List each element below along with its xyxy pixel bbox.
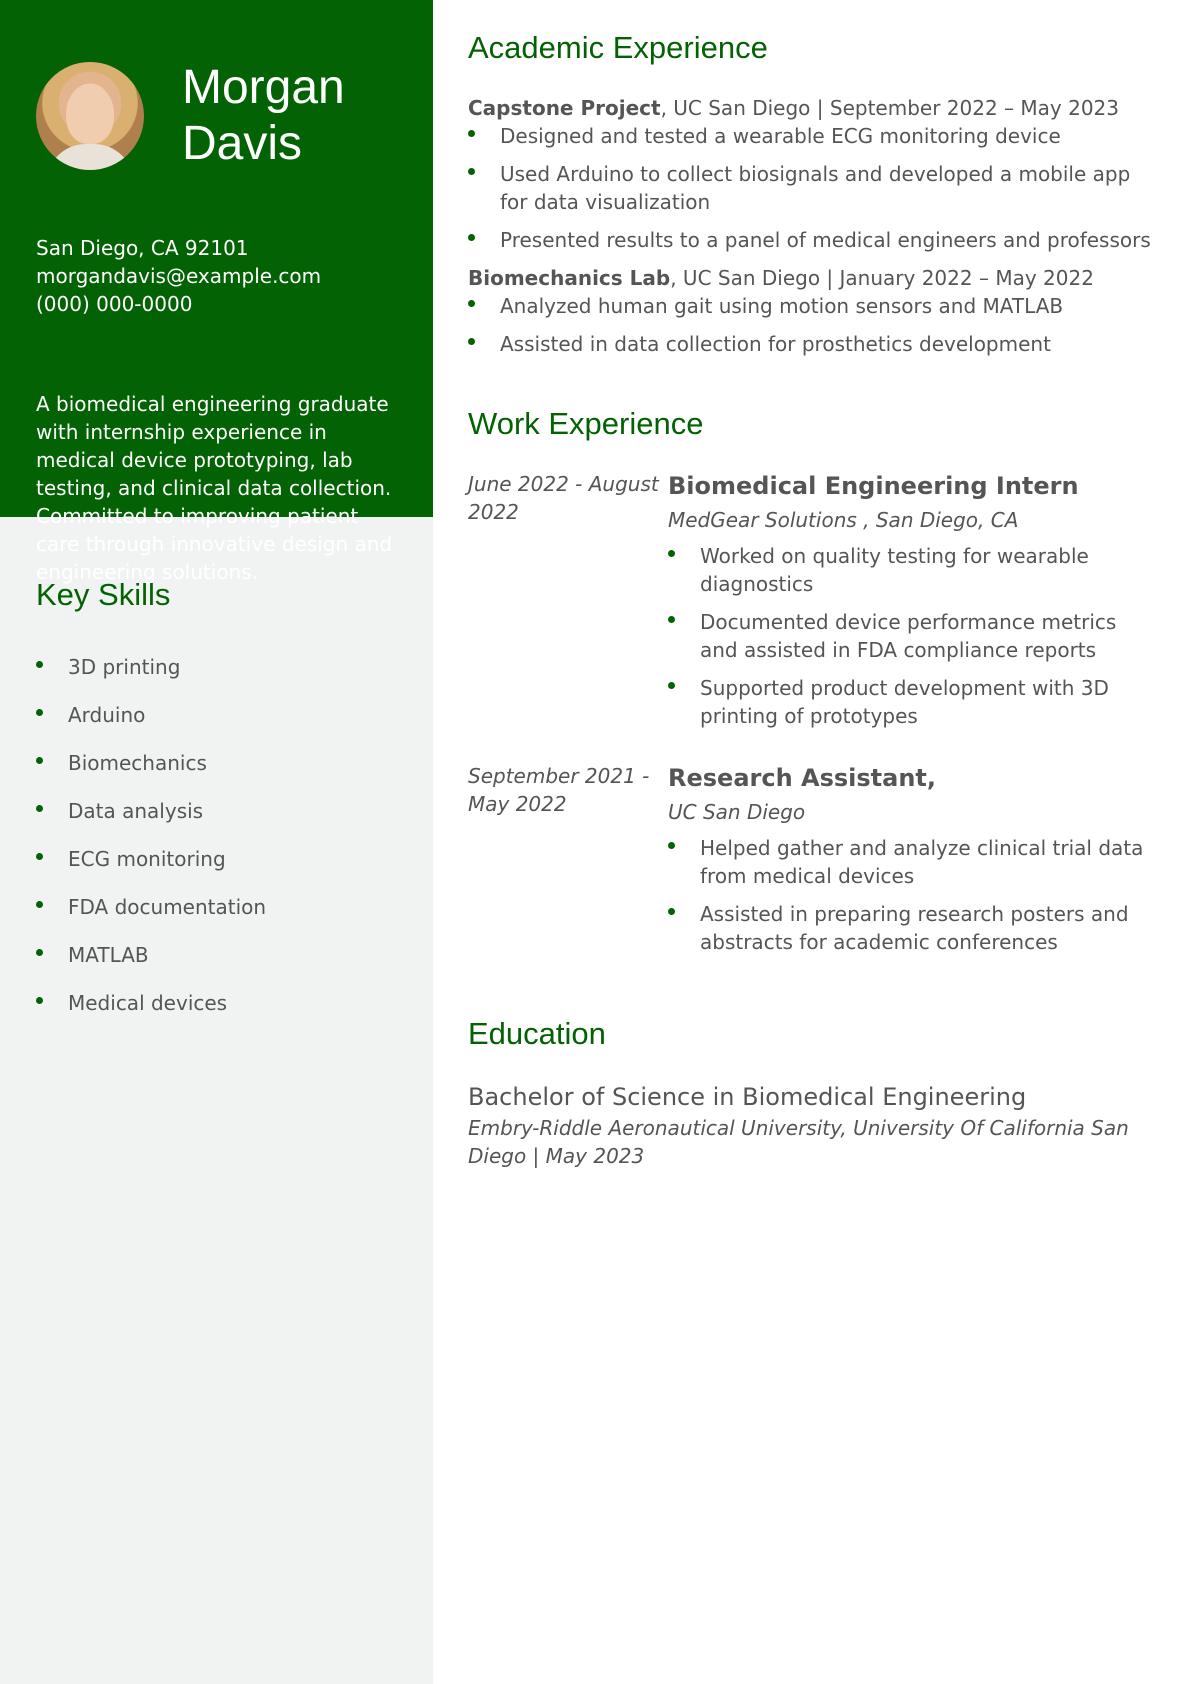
skills-title: Key Skills (36, 577, 171, 612)
avatar-face (66, 84, 114, 144)
skills-list (36, 653, 397, 1017)
address: San Diego, CA 92101 (36, 236, 249, 260)
sidebar (0, 0, 433, 1684)
skill-item: Data analysis (36, 797, 397, 825)
job-entry (468, 762, 1158, 966)
job-title: Biomedical Engineering Intern (668, 472, 1079, 500)
project-detail: , UC San Diego | September 2022 – May 2023 (660, 96, 1119, 120)
project-heading (468, 264, 1158, 292)
project-name: Biomechanics Lab (468, 266, 671, 290)
bullet: Supported product development with 3D printing of prototypes (668, 674, 1158, 730)
bullet: Assisted in data collection for prosthetics development (468, 330, 1158, 358)
email: morgandavis@example.com (36, 264, 322, 288)
project-bullets (468, 122, 1158, 254)
skill-item: 3D printing (36, 653, 397, 681)
summary: A biomedical engineering graduate with internship experience in medical device prototyping, lab testing, and clinical data collection. Committed to improving patient care through innovative design and engineering solutions. (36, 392, 393, 584)
avatar (36, 62, 144, 170)
contact-info (36, 234, 397, 318)
project-name: Capstone Project (468, 96, 661, 120)
bullet: Documented device performance metrics and assisted in FDA compliance reports (668, 608, 1158, 664)
bullet: Used Arduino to collect biosignals and developed a mobile app for data visualization (468, 160, 1158, 216)
school: Embry-Riddle Aeronautical University, University Of California San Diego | May 2023 (468, 1116, 1129, 1168)
education-title: Education (468, 1016, 606, 1051)
academic-title: Academic Experience (468, 30, 768, 65)
skill-item: Biomechanics (36, 749, 397, 777)
name-row (36, 60, 397, 172)
avatar-shirt (46, 144, 134, 170)
main-content (468, 30, 1158, 1170)
job-bullets (668, 542, 1158, 730)
job-body (668, 762, 1158, 966)
job-dates: September 2021 - May 2022 (468, 764, 650, 816)
job-company: MedGear Solutions , San Diego, CA (668, 508, 1019, 532)
work-title: Work Experience (468, 406, 704, 441)
job-entry (468, 470, 1158, 740)
job-bullets (668, 834, 1158, 956)
bullet: Analyzed human gait using motion sensors and MATLAB (468, 292, 1158, 320)
skill-item: FDA documentation (36, 893, 397, 921)
bullet: Presented results to a panel of medical engineers and professors (468, 226, 1158, 254)
job-dates: June 2022 - August 2022 (468, 472, 659, 524)
profile-header (0, 0, 433, 584)
job-title: Research Assistant, (668, 764, 937, 792)
first-name: Morgan (182, 61, 345, 114)
candidate-name (182, 60, 345, 172)
education-section (468, 1016, 1158, 1170)
job-body (668, 470, 1158, 740)
bullet: Assisted in preparing research posters and abstracts for academic conferences (668, 900, 1158, 956)
work-section (468, 406, 1158, 966)
job-company: UC San Diego (668, 800, 806, 824)
academic-section (468, 30, 1158, 358)
skills-section (0, 517, 433, 1017)
project-heading (468, 94, 1158, 122)
bullet: Designed and tested a wearable ECG monitoring device (468, 122, 1158, 150)
skill-item: Arduino (36, 701, 397, 729)
skill-item: MATLAB (36, 941, 397, 969)
phone: (000) 000-0000 (36, 292, 193, 316)
project-bullets (468, 292, 1158, 358)
last-name: Davis (182, 117, 303, 170)
skill-item: Medical devices (36, 989, 397, 1017)
bullet: Worked on quality testing for wearable diagnostics (668, 542, 1158, 598)
project-detail: , UC San Diego | January 2022 – May 2022 (670, 266, 1094, 290)
degree: Bachelor of Science in Biomedical Engineering (468, 1083, 1027, 1111)
bullet: Helped gather and analyze clinical trial data from medical devices (668, 834, 1158, 890)
skill-item: ECG monitoring (36, 845, 397, 873)
